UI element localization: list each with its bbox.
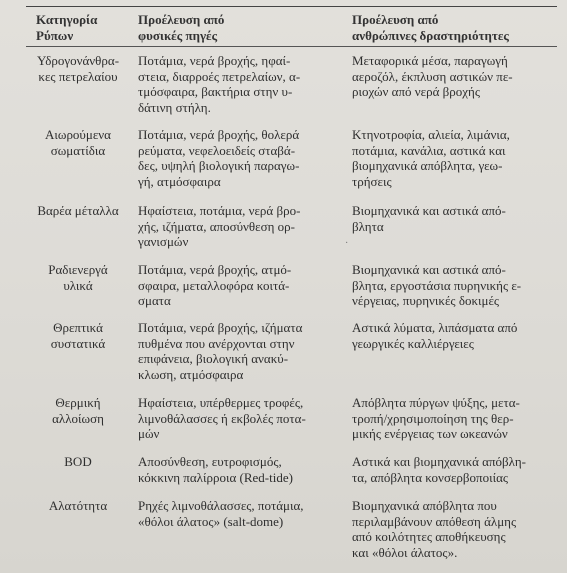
row-human-activities: Βιομηχανικά και αστικά από- βλητα, εργοστάσια πυρηνικής ε- νέργειας, πυρηνικές δοκιμές: [352, 262, 522, 308]
scan-speck: ·: [345, 238, 349, 249]
row-natural-sources: Ηφαίστεια, υπέρθερμες τροφές, λιμνοθάλασσες ή εκβολές ποτα- μών: [138, 395, 306, 441]
row-human-activities: Αστικά λύματα, λιπάσματα από γεωργικές καλλιέργειες: [352, 320, 518, 351]
row-natural-sources: Ποτάμια, νερά βροχής, ιζήματα πυθμένα που ανέρχονται στην επιφάνεια, βιολογική ανακύ- κλωση, ατμόσφαιρα: [138, 320, 303, 382]
row-human-activities: Απόβλητα πύργων ψύξης, μετα- τροπή/χρησιμοποίηση της θερ- μικής ενέργειας των ωκεανών: [352, 395, 520, 441]
header-rule: [26, 46, 557, 47]
row-category: Θρεπτικά συστατικά: [50, 320, 106, 351]
row-natural-sources: Αποσύνθεση, ευτροφισμός, κόκκινη παλίρροια (Red-tide): [138, 454, 293, 485]
header-category: Κατηγορία Ρύπων: [36, 12, 98, 43]
row-human-activities: Αστικά και βιομηχανικά απόβλη- τα, απόβλητα κονσερβοποιίας: [352, 454, 526, 485]
row-human-activities: Μεταφορικά μέσα, παραγωγή αεροζόλ, έκπλυση αστικών πε- ριοχών από νερά βροχής: [352, 53, 513, 99]
row-category: Υδρογονάνθρα- κες πετρελαίου: [36, 53, 120, 84]
header-natural-sources: Προέλευση από φυσικές πηγές: [138, 12, 225, 43]
row-category: BOD: [64, 454, 92, 469]
table-top-rule: [26, 6, 557, 7]
row-natural-sources: Ηφαίστεια, ποτάμια, νερά βρο- χής, ιζήματα, αποσύνθεση ορ- γανισμών: [138, 203, 301, 249]
row-natural-sources: Ρηχές λιμνοθάλασσες, ποτάμια, «θόλοι άλατος» (salt-dome): [138, 498, 304, 529]
row-category: Βαρέα μέταλλα: [37, 203, 119, 218]
row-human-activities: Βιομηχανικά και αστικά από- βλητα: [352, 203, 506, 234]
row-human-activities: Βιομηχανικά απόβλητα που περιλαμβάνουν απόθεση άλμης από κοιλότητες αποθήκευσης και «θόλοι άλατος».: [352, 498, 517, 560]
row-category: Ραδιενεργά υλικά: [48, 262, 108, 293]
row-category: Θερμική αλλοίωση: [52, 395, 104, 426]
row-category: Αιωρούμενα σωματίδια: [45, 127, 111, 158]
row-human-activities: Κτηνοτροφία, αλιεία, λιμάνια, ποτάμια, κανάλια, αστικά και βιομηχανικά απόβλητα, γεω- τρήσεις: [352, 127, 510, 189]
row-natural-sources: Ποτάμια, νερά βροχής, θολερά ρεύματα, νεφελοειδείς σταβά- δες, υψηλή βιολογική παραγω- γή, ατμόσφαιρα: [138, 127, 300, 189]
header-human-activities: Προέλευση από ανθρώπινες δραστηριότητες: [352, 12, 509, 43]
row-natural-sources: Ποτάμια, νερά βροχής, ατμό- σφαιρα, μεταλλοφόρα κοιτά- σματα: [138, 262, 292, 308]
row-natural-sources: Ποτάμια, νερά βροχής, ηφαί- στεια, διαρροές πετρελαίων, α- τμόσφαιρα, βακτήρια στην υ- δάτινη στήλη.: [138, 53, 301, 115]
row-category: Αλατότητα: [48, 498, 108, 513]
